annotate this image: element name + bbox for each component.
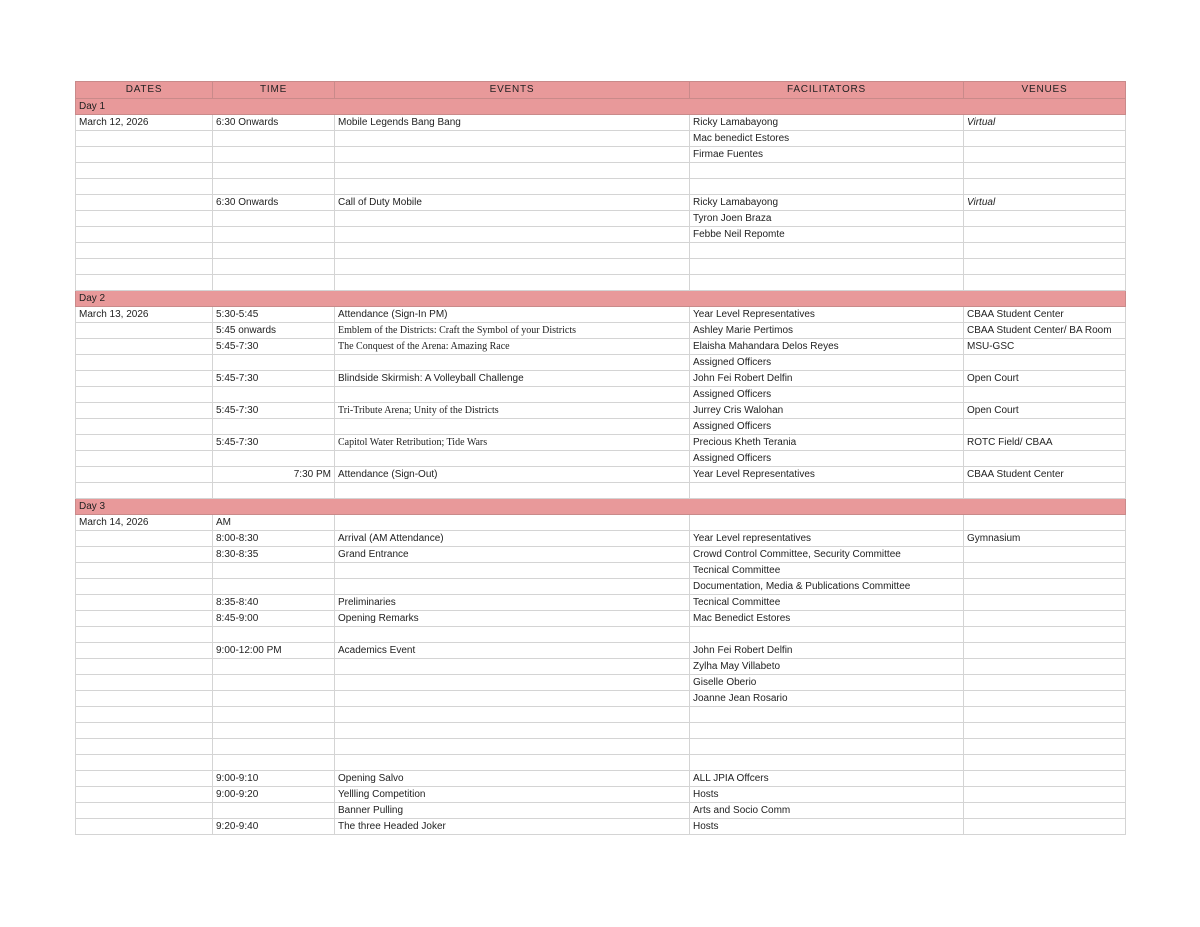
cell-date [76, 211, 213, 227]
cell-event: The three Headed Joker [335, 819, 690, 835]
cell-venue: CBAA Student Center [964, 467, 1126, 483]
cell-event [335, 451, 690, 467]
cell-facilitator: Tecnical Committee [690, 563, 964, 579]
cell-venue [964, 579, 1126, 595]
cell-time: 8:00-8:30 [213, 531, 335, 547]
cell-date: March 12, 2026 [76, 115, 213, 131]
table-row [76, 483, 1126, 499]
cell-event [335, 243, 690, 259]
cell-facilitator: Joanne Jean Rosario [690, 691, 964, 707]
cell-venue [964, 787, 1126, 803]
table-row [76, 627, 1126, 643]
cell-facilitator: Year Level Representatives [690, 467, 964, 483]
cell-time [213, 755, 335, 771]
cell-venue: Gymnasium [964, 531, 1126, 547]
cell-time [213, 355, 335, 371]
cell-time [213, 179, 335, 195]
table-row [76, 243, 1126, 259]
cell-venue [964, 243, 1126, 259]
cell-date [76, 675, 213, 691]
cell-venue [964, 211, 1126, 227]
table-row [76, 755, 1126, 771]
cell-date [76, 579, 213, 595]
cell-time: 5:45-7:30 [213, 403, 335, 419]
cell-date [76, 435, 213, 451]
cell-facilitator [690, 707, 964, 723]
cell-time [213, 227, 335, 243]
cell-event [335, 275, 690, 291]
header-venues: VENUES [964, 82, 1126, 99]
schedule-body [76, 99, 1126, 835]
table-row [76, 819, 1126, 835]
cell-venue [964, 147, 1126, 163]
cell-facilitator: Year Level representatives [690, 531, 964, 547]
table-row [76, 371, 1126, 387]
cell-time [213, 563, 335, 579]
cell-event: Attendance (Sign-Out) [335, 467, 690, 483]
cell-time [213, 627, 335, 643]
table-row [76, 803, 1126, 819]
cell-event: Grand Entrance [335, 547, 690, 563]
cell-date [76, 627, 213, 643]
cell-venue: MSU-GSC [964, 339, 1126, 355]
cell-facilitator: Ricky Lamabayong [690, 115, 964, 131]
cell-event: Opening Salvo [335, 771, 690, 787]
cell-event [335, 147, 690, 163]
cell-facilitator [690, 163, 964, 179]
cell-time [213, 659, 335, 675]
cell-venue [964, 739, 1126, 755]
cell-event: Blindside Skirmish: A Volleyball Challenge [335, 371, 690, 387]
cell-facilitator: Arts and Socio Comm [690, 803, 964, 819]
cell-date [76, 595, 213, 611]
cell-date [76, 371, 213, 387]
table-row [76, 147, 1126, 163]
cell-venue [964, 131, 1126, 147]
cell-date [76, 659, 213, 675]
cell-date [76, 163, 213, 179]
cell-venue [964, 451, 1126, 467]
cell-venue [964, 563, 1126, 579]
table-row [76, 739, 1126, 755]
cell-facilitator: Assigned Officers [690, 419, 964, 435]
cell-facilitator: Documentation, Media & Publications Committee [690, 579, 964, 595]
table-row [76, 531, 1126, 547]
cell-time [213, 419, 335, 435]
table-row [76, 419, 1126, 435]
cell-facilitator [690, 739, 964, 755]
cell-facilitator: Assigned Officers [690, 451, 964, 467]
cell-event [335, 707, 690, 723]
cell-venue [964, 483, 1126, 499]
table-row [76, 611, 1126, 627]
cell-venue [964, 259, 1126, 275]
cell-time [213, 163, 335, 179]
cell-date: March 14, 2026 [76, 515, 213, 531]
cell-time [213, 451, 335, 467]
cell-facilitator: Hosts [690, 819, 964, 835]
cell-event [335, 131, 690, 147]
table-row [76, 675, 1126, 691]
cell-event: Academics Event [335, 643, 690, 659]
cell-venue: ROTC Field/ CBAA [964, 435, 1126, 451]
cell-time [213, 387, 335, 403]
cell-venue: Virtual [964, 195, 1126, 211]
cell-event: Capitol Water Retribution; Tide Wars [335, 435, 690, 451]
cell-event: The Conquest of the Arena: Amazing Race [335, 339, 690, 355]
cell-event [335, 627, 690, 643]
table-row [76, 771, 1126, 787]
table-row [76, 307, 1126, 323]
cell-time [213, 675, 335, 691]
cell-event [335, 515, 690, 531]
cell-venue [964, 387, 1126, 403]
cell-date [76, 483, 213, 499]
cell-venue [964, 771, 1126, 787]
cell-facilitator [690, 723, 964, 739]
cell-date [76, 755, 213, 771]
day-header-row [76, 99, 1126, 115]
table-row [76, 131, 1126, 147]
cell-time [213, 211, 335, 227]
cell-venue [964, 755, 1126, 771]
cell-facilitator: Ricky Lamabayong [690, 195, 964, 211]
table-row [76, 163, 1126, 179]
cell-facilitator [690, 627, 964, 643]
cell-facilitator [690, 243, 964, 259]
cell-venue [964, 611, 1126, 627]
cell-event: Preliminaries [335, 595, 690, 611]
cell-venue [964, 163, 1126, 179]
cell-event [335, 563, 690, 579]
cell-date [76, 227, 213, 243]
table-row [76, 691, 1126, 707]
table-row [76, 211, 1126, 227]
table-row [76, 339, 1126, 355]
cell-time: 6:30 Onwards [213, 115, 335, 131]
header-facilitators: FACILITATORS [690, 82, 964, 99]
cell-event: Yellling Competition [335, 787, 690, 803]
table-row [76, 259, 1126, 275]
cell-venue: Virtual [964, 115, 1126, 131]
cell-venue [964, 179, 1126, 195]
cell-venue [964, 659, 1126, 675]
cell-event [335, 259, 690, 275]
cell-facilitator [690, 515, 964, 531]
cell-venue: CBAA Student Center [964, 307, 1126, 323]
cell-event: Banner Pulling [335, 803, 690, 819]
cell-facilitator [690, 259, 964, 275]
cell-time [213, 131, 335, 147]
cell-venue [964, 627, 1126, 643]
cell-event [335, 355, 690, 371]
day-label: Day 2 [76, 291, 1126, 307]
cell-venue [964, 707, 1126, 723]
day-label: Day 3 [76, 499, 1126, 515]
cell-event [335, 691, 690, 707]
cell-time [213, 723, 335, 739]
cell-time [213, 739, 335, 755]
cell-date [76, 195, 213, 211]
table-row [76, 595, 1126, 611]
cell-date [76, 547, 213, 563]
cell-facilitator: Febbe Neil Repomte [690, 227, 964, 243]
header-dates: DATES [76, 82, 213, 99]
cell-event [335, 163, 690, 179]
cell-event [335, 755, 690, 771]
cell-venue [964, 547, 1126, 563]
cell-event [335, 227, 690, 243]
table-row [76, 659, 1126, 675]
cell-event [335, 179, 690, 195]
cell-venue [964, 275, 1126, 291]
table-row [76, 563, 1126, 579]
cell-time [213, 483, 335, 499]
table-row [76, 323, 1126, 339]
cell-date [76, 323, 213, 339]
cell-event [335, 419, 690, 435]
cell-facilitator: Tecnical Committee [690, 595, 964, 611]
cell-facilitator: Jurrey Cris Walohan [690, 403, 964, 419]
cell-venue [964, 227, 1126, 243]
cell-facilitator: Year Level Representatives [690, 307, 964, 323]
cell-facilitator: Mac benedict Estores [690, 131, 964, 147]
cell-time: 5:45-7:30 [213, 371, 335, 387]
table-row [76, 403, 1126, 419]
cell-date [76, 179, 213, 195]
cell-time [213, 275, 335, 291]
cell-facilitator: Crowd Control Committee, Security Committee [690, 547, 964, 563]
cell-date [76, 467, 213, 483]
cell-time: 7:30 PM [213, 467, 335, 483]
cell-date [76, 787, 213, 803]
cell-facilitator: ALL JPIA Offcers [690, 771, 964, 787]
table-row [76, 227, 1126, 243]
cell-date [76, 531, 213, 547]
table-row [76, 435, 1126, 451]
cell-event: Emblem of the Districts: Craft the Symbol of your Districts [335, 323, 690, 339]
cell-facilitator: Precious Kheth Terania [690, 435, 964, 451]
cell-facilitator: Mac Benedict Estores [690, 611, 964, 627]
cell-date [76, 643, 213, 659]
cell-time: 6:30 Onwards [213, 195, 335, 211]
cell-date [76, 339, 213, 355]
cell-time [213, 691, 335, 707]
cell-date [76, 707, 213, 723]
table-row [76, 179, 1126, 195]
cell-date [76, 131, 213, 147]
cell-venue [964, 643, 1126, 659]
header-time: TIME [213, 82, 335, 99]
cell-facilitator: Zylha May Villabeto [690, 659, 964, 675]
cell-venue: Open Court [964, 403, 1126, 419]
cell-date [76, 387, 213, 403]
cell-date [76, 563, 213, 579]
cell-venue [964, 819, 1126, 835]
cell-event [335, 211, 690, 227]
cell-time: 5:30-5:45 [213, 307, 335, 323]
cell-venue [964, 691, 1126, 707]
cell-facilitator [690, 179, 964, 195]
cell-facilitator: Elaisha Mahandara Delos Reyes [690, 339, 964, 355]
cell-date [76, 355, 213, 371]
cell-time: 9:00-12:00 PM [213, 643, 335, 659]
table-row [76, 515, 1126, 531]
cell-time: AM [213, 515, 335, 531]
table-row [76, 787, 1126, 803]
cell-event: Opening Remarks [335, 611, 690, 627]
table-row [76, 579, 1126, 595]
cell-date [76, 611, 213, 627]
cell-date [76, 259, 213, 275]
table-row [76, 467, 1126, 483]
cell-time: 5:45-7:30 [213, 339, 335, 355]
cell-venue [964, 723, 1126, 739]
cell-time: 8:30-8:35 [213, 547, 335, 563]
cell-date [76, 451, 213, 467]
cell-event: Tri-Tribute Arena; Unity of the Districts [335, 403, 690, 419]
table-row [76, 387, 1126, 403]
cell-venue: CBAA Student Center/ BA Room [964, 323, 1126, 339]
day-header-row [76, 499, 1126, 515]
cell-event [335, 579, 690, 595]
cell-facilitator: Ashley Marie Pertimos [690, 323, 964, 339]
cell-time: 5:45-7:30 [213, 435, 335, 451]
cell-facilitator: Hosts [690, 787, 964, 803]
cell-event: Attendance (Sign-In PM) [335, 307, 690, 323]
cell-date [76, 419, 213, 435]
header-row [76, 82, 1126, 99]
cell-facilitator: John Fei Robert Delfin [690, 371, 964, 387]
cell-time: 8:35-8:40 [213, 595, 335, 611]
cell-date [76, 723, 213, 739]
cell-time [213, 707, 335, 723]
cell-event: Arrival (AM Attendance) [335, 531, 690, 547]
table-row [76, 707, 1126, 723]
cell-date [76, 803, 213, 819]
cell-facilitator [690, 755, 964, 771]
cell-date: March 13, 2026 [76, 307, 213, 323]
cell-facilitator [690, 483, 964, 499]
header-events: EVENTS [335, 82, 690, 99]
table-row [76, 195, 1126, 211]
cell-date [76, 739, 213, 755]
cell-facilitator: Assigned Officers [690, 387, 964, 403]
table-row [76, 275, 1126, 291]
cell-time [213, 803, 335, 819]
cell-time [213, 243, 335, 259]
cell-venue [964, 595, 1126, 611]
table-row [76, 643, 1126, 659]
cell-venue [964, 803, 1126, 819]
table-row [76, 723, 1126, 739]
cell-time: 9:00-9:20 [213, 787, 335, 803]
schedule-table [75, 81, 1126, 835]
cell-time [213, 147, 335, 163]
cell-date [76, 691, 213, 707]
table-row [76, 355, 1126, 371]
day-label: Day 1 [76, 99, 1126, 115]
cell-facilitator: Firmae Fuentes [690, 147, 964, 163]
cell-event [335, 739, 690, 755]
table-row [76, 451, 1126, 467]
table-row [76, 547, 1126, 563]
cell-date [76, 403, 213, 419]
cell-event: Mobile Legends Bang Bang [335, 115, 690, 131]
cell-time: 8:45-9:00 [213, 611, 335, 627]
cell-event [335, 675, 690, 691]
cell-facilitator: Tyron Joen Braza [690, 211, 964, 227]
cell-time: 5:45 onwards [213, 323, 335, 339]
cell-date [76, 771, 213, 787]
cell-venue [964, 355, 1126, 371]
cell-time [213, 259, 335, 275]
table-row [76, 115, 1126, 131]
cell-event [335, 659, 690, 675]
cell-time [213, 579, 335, 595]
cell-venue: Open Court [964, 371, 1126, 387]
cell-venue [964, 419, 1126, 435]
cell-event: Call of Duty Mobile [335, 195, 690, 211]
cell-event [335, 723, 690, 739]
cell-venue [964, 515, 1126, 531]
cell-facilitator: Giselle Oberio [690, 675, 964, 691]
day-header-row [76, 291, 1126, 307]
cell-venue [964, 675, 1126, 691]
cell-facilitator [690, 275, 964, 291]
cell-event [335, 483, 690, 499]
cell-date [76, 819, 213, 835]
cell-time: 9:20-9:40 [213, 819, 335, 835]
cell-event [335, 387, 690, 403]
cell-time: 9:00-9:10 [213, 771, 335, 787]
cell-date [76, 147, 213, 163]
cell-facilitator: John Fei Robert Delfin [690, 643, 964, 659]
cell-facilitator: Assigned Officers [690, 355, 964, 371]
cell-date [76, 243, 213, 259]
cell-date [76, 275, 213, 291]
